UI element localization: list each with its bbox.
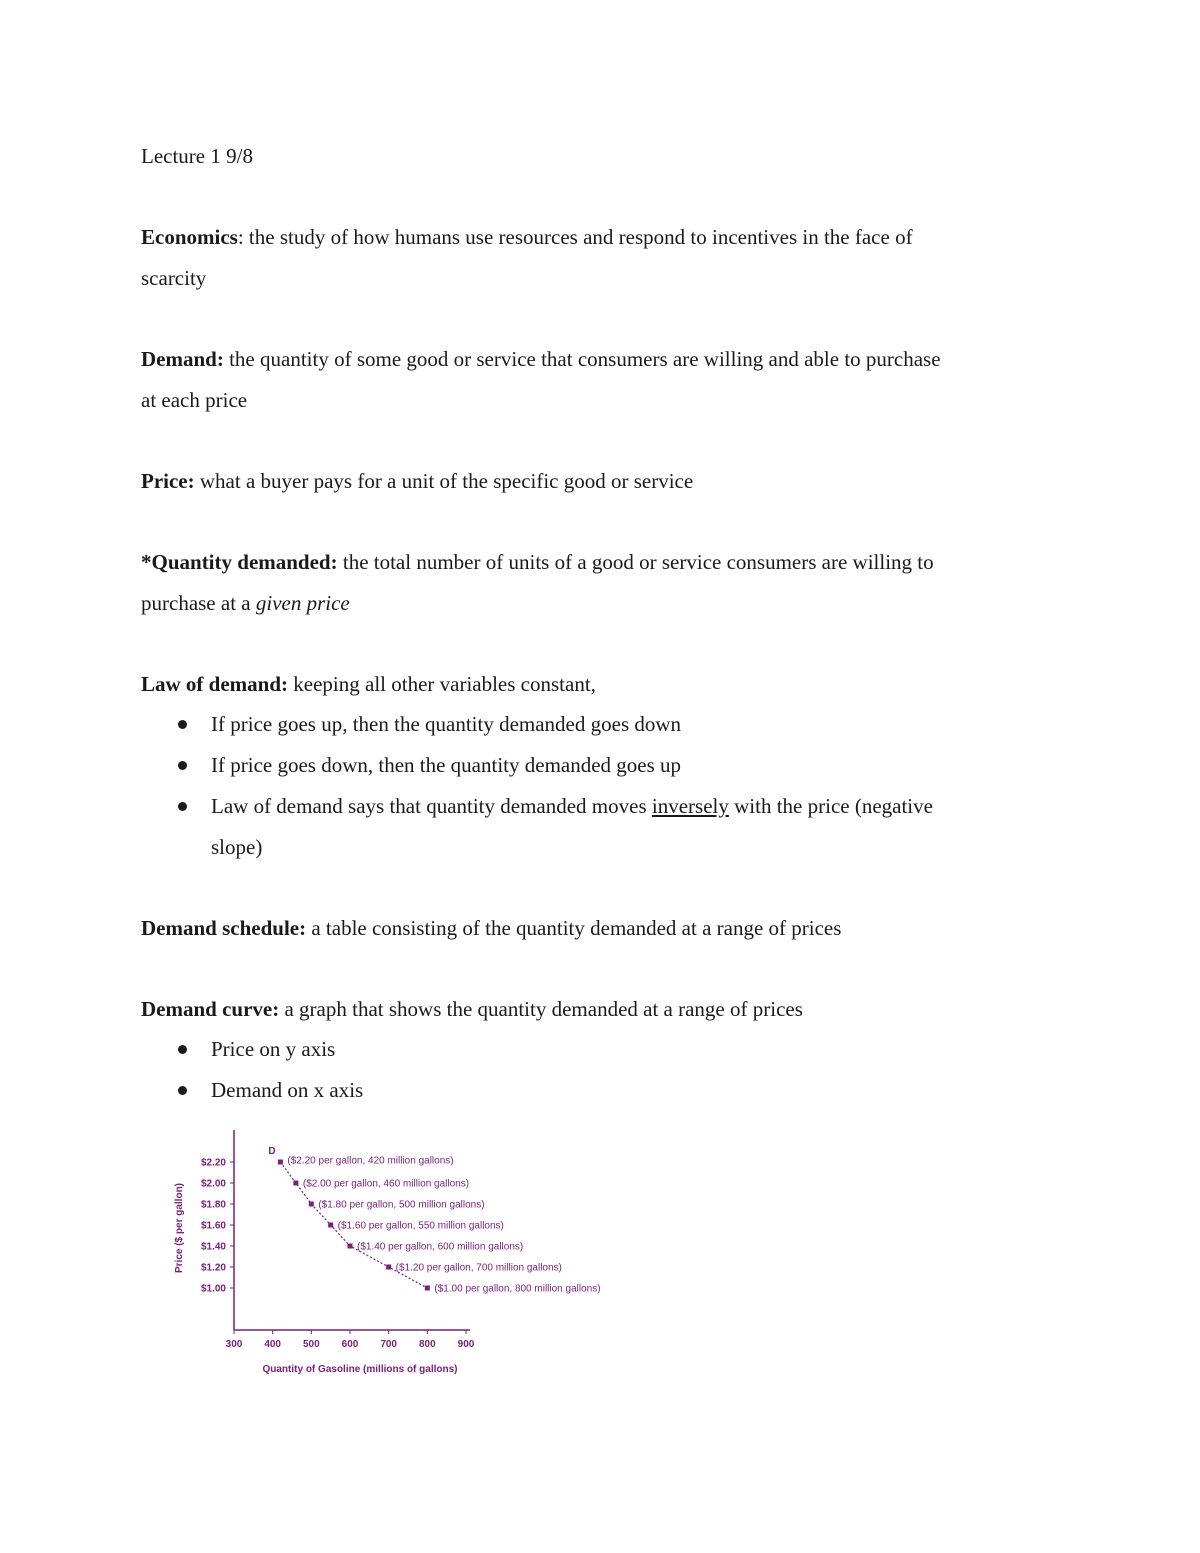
curve-bullet-1 (211, 1037, 335, 1061)
curve-label-d: D (268, 1146, 276, 1157)
x-tick-label: 300 (225, 1339, 243, 1350)
data-point-label: ($1.20 per gallon, 700 million gallons) (395, 1262, 562, 1274)
data-point-label: ($1.60 per gallon, 550 million gallons) (337, 1220, 504, 1232)
law-bullet-3-line2 (211, 835, 262, 859)
y-tick-label: $1.40 (200, 1241, 226, 1253)
economics-definition-text-cont: scarcity (141, 266, 207, 290)
law-bullet-3-text-cont: slope) (211, 835, 263, 859)
y-tick-label: $1.20 (200, 1262, 226, 1274)
economics-definition-line2 (141, 266, 206, 290)
law-bullet-3-text-suffix: with the price (negative (728, 794, 933, 818)
data-point-label: ($1.40 per gallon, 600 million gallons) (357, 1241, 524, 1253)
page-title (141, 144, 253, 168)
data-point-label: ($1.00 per gallon, 800 million gallons) (434, 1283, 601, 1295)
data-point (293, 1181, 298, 1186)
quantity-demanded-term: *Quantity demanded: (141, 550, 338, 574)
demand-curve-chart (160, 1120, 660, 1385)
law-of-demand-text: keeping all other variables constant, (288, 672, 596, 696)
data-point (328, 1223, 333, 1228)
data-point (348, 1244, 353, 1249)
x-tick-label: 600 (341, 1339, 359, 1350)
quantity-demanded-definition-text: the total number of units of a good or service consumers are willing to (337, 550, 934, 574)
bullet-icon (178, 1086, 187, 1095)
y-tick-label: $1.60 (200, 1220, 226, 1232)
bullet-icon (178, 802, 187, 811)
demand-schedule-definition (141, 916, 841, 940)
price-definition-text: what a buyer pays for a unit of the specific good or service (194, 469, 694, 493)
law-bullet-1 (211, 712, 681, 736)
law-of-demand-line1 (141, 672, 596, 696)
economics-definition-text: : the study of how humans use resources and respond to incentives in the face of (237, 225, 913, 249)
x-axis-label: Quantity of Gasoline (millions of gallons) (262, 1364, 458, 1375)
law-bullet-1-text: If price goes up, then the quantity demanded goes down (211, 712, 682, 736)
quantity-demanded-definition-line2 (141, 591, 350, 615)
x-tick-label: 500 (302, 1339, 320, 1350)
bullet-icon (178, 761, 187, 770)
data-point (386, 1265, 391, 1270)
demand-schedule-text: a table consisting of the quantity demanded at a range of prices (306, 916, 842, 940)
demand-definition-line1 (141, 347, 941, 371)
curve-bullet-2-text: Demand on x axis (211, 1078, 364, 1102)
inversely-underlined: inversely (651, 794, 729, 818)
demand-curve-definition (141, 997, 803, 1021)
x-tick-label: 400 (264, 1339, 282, 1350)
price-term: Price: (141, 469, 195, 493)
data-point (278, 1160, 283, 1165)
y-tick-label: $1.80 (200, 1199, 226, 1211)
data-point (425, 1286, 430, 1291)
curve-bullet-1-text: Price on y axis (211, 1037, 336, 1061)
demand-definition-line2 (141, 388, 247, 412)
quantity-demanded-definition-line1 (141, 550, 934, 574)
law-bullet-2 (211, 753, 681, 777)
x-tick-label: 800 (418, 1339, 436, 1350)
y-tick-label: $2.20 (200, 1157, 226, 1169)
law-of-demand-term: Law of demand: (141, 672, 289, 696)
law-bullet-2-text: If price goes down, then the quantity demanded goes up (211, 753, 682, 777)
y-axis-label: Price ($ per gallon) (174, 1182, 185, 1274)
demand-curve-text: a graph that shows the quantity demanded at a range of prices (279, 997, 803, 1021)
bullet-icon (178, 1045, 187, 1054)
data-point (309, 1202, 314, 1207)
demand-definition-text-cont: at each price (141, 388, 248, 412)
data-point-label: ($2.20 per gallon, 420 million gallons) (287, 1155, 454, 1167)
bullet-icon (178, 720, 187, 729)
given-price-italic: given price (255, 591, 350, 615)
y-tick-label: $2.00 (200, 1178, 226, 1190)
demand-definition-text: the quantity of some good or service that consumers are willing and able to purchase (223, 347, 941, 371)
law-bullet-3-text: Law of demand says that quantity demanded moves (211, 794, 652, 818)
data-point-label: ($1.80 per gallon, 500 million gallons) (318, 1199, 485, 1211)
economics-term: Economics (141, 225, 238, 249)
price-definition-line1 (141, 469, 693, 493)
quantity-demanded-text-cont: purchase at a (141, 591, 256, 615)
title-text: Lecture 1 9/8 (141, 144, 253, 168)
demand-term: Demand: (141, 347, 224, 371)
economics-definition-line1 (141, 225, 913, 249)
demand-schedule-term: Demand schedule: (141, 916, 307, 940)
x-tick-label: 900 (457, 1339, 475, 1350)
law-bullet-3 (211, 794, 933, 818)
y-tick-label: $1.00 (200, 1283, 226, 1295)
x-tick-label: 700 (380, 1339, 398, 1350)
curve-bullet-2 (211, 1078, 363, 1102)
data-point-label: ($2.00 per gallon, 460 million gallons) (302, 1178, 470, 1190)
demand-curve-term: Demand curve: (141, 997, 280, 1021)
